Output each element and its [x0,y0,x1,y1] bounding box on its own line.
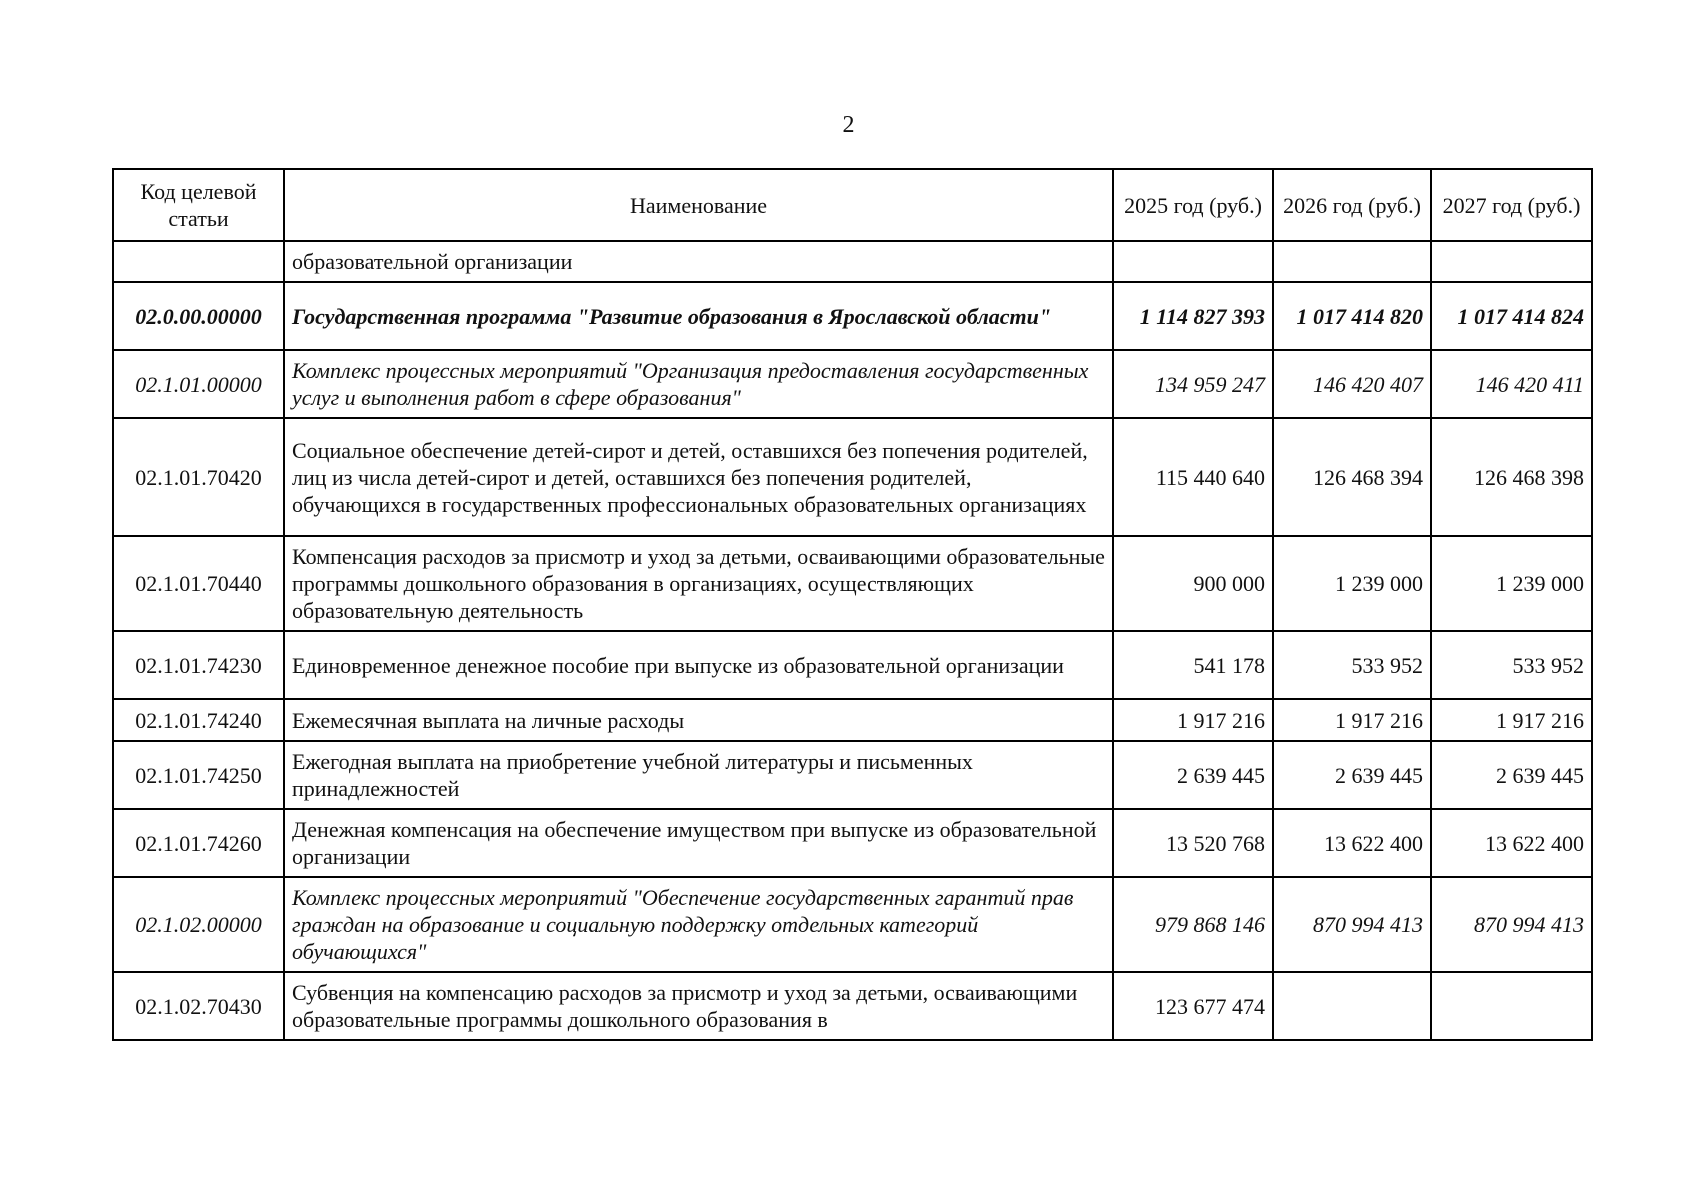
cell-name: Субвенция на компенсацию расходов за присмотр и уход за детьми, осваивающими образовательные программы дошкольного образования в [284,972,1113,1040]
cell-2026: 13 622 400 [1273,809,1431,877]
cell-2027: 1 917 216 [1431,699,1592,741]
table-row [113,972,1592,1040]
cell-name: Ежегодная выплата на приобретение учебной литературы и письменных принадлежностей [284,741,1113,809]
table-row [113,699,1592,741]
cell-code: 02.1.02.70430 [113,972,284,1040]
table-row [113,877,1592,972]
cell-2027 [1431,972,1592,1040]
cell-name: Компенсация расходов за присмотр и уход за детьми, осваивающими образовательные программы дошкольного образования в организациях, осуществляющих образовательную деятельность [284,536,1113,631]
cell-2025 [1113,241,1273,282]
cell-2027: 13 622 400 [1431,809,1592,877]
cell-name: образовательной организации [284,241,1113,282]
cell-2026: 2 639 445 [1273,741,1431,809]
cell-2027: 533 952 [1431,631,1592,699]
header-2027: 2027 год (руб.) [1431,169,1592,241]
cell-2025: 134 959 247 [1113,350,1273,418]
header-name: Наименование [284,169,1113,241]
cell-2026: 126 468 394 [1273,418,1431,536]
cell-2025: 2 639 445 [1113,741,1273,809]
table-row [113,418,1592,536]
cell-name: Ежемесячная выплата на личные расходы [284,699,1113,741]
cell-code: 02.1.02.00000 [113,877,284,972]
cell-name: Комплекс процессных мероприятий "Обеспечение государственных гарантий прав граждан на образование и социальную поддержку отдельных категорий обучающихся" [284,877,1113,972]
budget-table [112,168,1593,1041]
cell-2026: 1 917 216 [1273,699,1431,741]
cell-2025: 900 000 [1113,536,1273,631]
cell-2026: 533 952 [1273,631,1431,699]
cell-2025: 123 677 474 [1113,972,1273,1040]
cell-2025: 979 868 146 [1113,877,1273,972]
cell-code: 02.1.01.74240 [113,699,284,741]
cell-code: 02.1.01.70440 [113,536,284,631]
cell-name: Единовременное денежное пособие при выпуске из образовательной организации [284,631,1113,699]
cell-code: 02.1.01.70420 [113,418,284,536]
cell-code: 02.1.01.74250 [113,741,284,809]
table-header-row [113,169,1592,241]
cell-2025: 13 520 768 [1113,809,1273,877]
cell-2025: 1 917 216 [1113,699,1273,741]
cell-2027: 146 420 411 [1431,350,1592,418]
table-row [113,741,1592,809]
table-body [113,241,1592,1040]
table-row [113,536,1592,631]
cell-code: 02.0.00.00000 [113,282,284,350]
table-row [113,282,1592,350]
cell-name: Денежная компенсация на обеспечение имуществом при выпуске из образовательной организации [284,809,1113,877]
cell-2027 [1431,241,1592,282]
cell-code: 02.1.01.00000 [113,350,284,418]
cell-code: 02.1.01.74260 [113,809,284,877]
cell-2026: 870 994 413 [1273,877,1431,972]
table-row [113,809,1592,877]
cell-2025: 115 440 640 [1113,418,1273,536]
cell-2027: 1 017 414 824 [1431,282,1592,350]
page-number: 2 [842,112,855,138]
cell-code [113,241,284,282]
cell-2027: 2 639 445 [1431,741,1592,809]
cell-2026: 1 017 414 820 [1273,282,1431,350]
header-2026: 2026 год (руб.) [1273,169,1431,241]
cell-2026 [1273,241,1431,282]
cell-2027: 1 239 000 [1431,536,1592,631]
header-2025: 2025 год (руб.) [1113,169,1273,241]
table-row [113,241,1592,282]
cell-2026: 1 239 000 [1273,536,1431,631]
cell-name: Социальное обеспечение детей-сирот и детей, оставшихся без попечения родителей, лиц из числа детей-сирот и детей, оставшихся без попечения родителей, обучающихся в государственных профессиональных образовательных организациях [284,418,1113,536]
cell-2027: 870 994 413 [1431,877,1592,972]
table-row [113,631,1592,699]
cell-2027: 126 468 398 [1431,418,1592,536]
cell-2025: 1 114 827 393 [1113,282,1273,350]
cell-2026 [1273,972,1431,1040]
cell-2025: 541 178 [1113,631,1273,699]
cell-name: Комплекс процессных мероприятий "Организация предоставления государственных услуг и выполнения работ в сфере образования" [284,350,1113,418]
header-code: Код целевой статьи [113,169,284,241]
table-row [113,350,1592,418]
cell-name: Государственная программа "Развитие образования в Ярославской области" [284,282,1113,350]
cell-code: 02.1.01.74230 [113,631,284,699]
cell-2026: 146 420 407 [1273,350,1431,418]
